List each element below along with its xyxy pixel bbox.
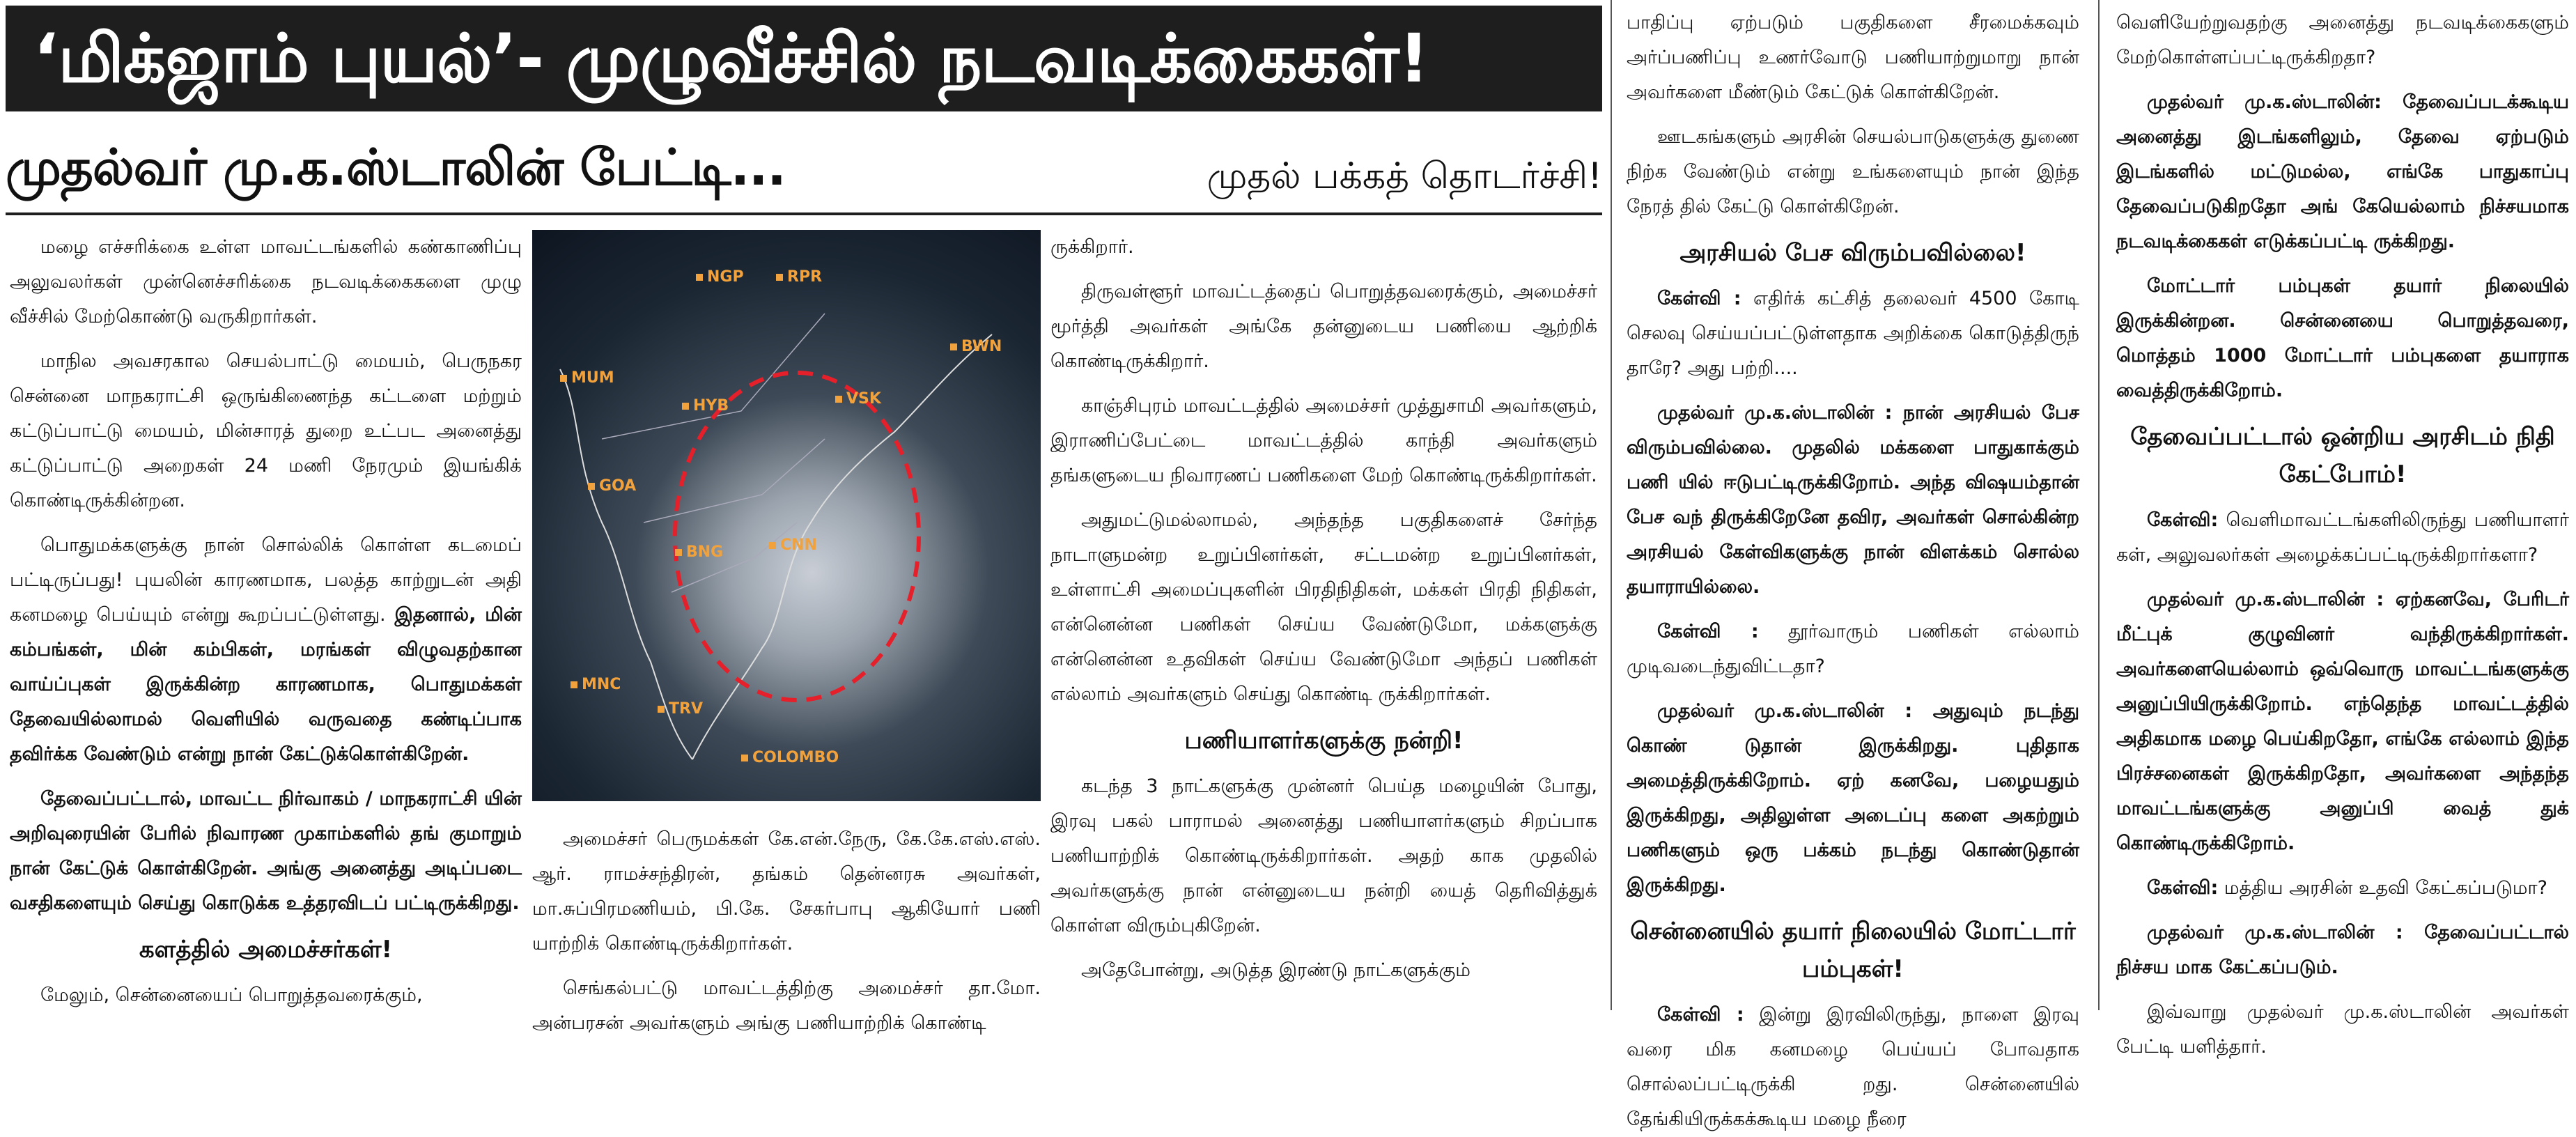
article-column-2: [532, 822, 1041, 1034]
question-text: மத்திய அரசின் உதவி கேட்கப்படுமா?: [2218, 877, 2547, 899]
section-heading: தேவைப்பட்டால் ஒன்றிய அரசிடம் நிதி கேட்போம்!: [2130, 423, 2555, 488]
city-label: VSK: [835, 390, 881, 408]
city-label: MNC: [571, 676, 621, 693]
question: [2116, 871, 2569, 906]
question-text: எதிர்க் கட்சித் தலைவர் 4500 கோடி செலவு செய்யப்பட்டுள்ளதாக அறிக்கை கொடுத்திருந் தாரே? அது பற்றி....: [1627, 288, 2079, 379]
map-overlay: [532, 230, 1041, 801]
subheadline: முதல்வர் மு.க.ஸ்டாலின் பேட்டி...: [6, 138, 786, 196]
question: [1627, 998, 2079, 1137]
city-label: RPR: [776, 268, 822, 286]
paragraph: ருக்கிறார்.: [1050, 236, 1134, 258]
answer: மோட்டார் பம்புகள் தயார் நிலையில் இருக்கின்றன. சென்னையை பொறுத்தவரை, மொத்தம் 1000 மோட்டார் பம்புகளை தயாராக வைத்திருக்கிறோம்.: [2116, 275, 2569, 401]
article-column-5: [2116, 6, 2569, 1058]
article-column-4: [1627, 6, 2080, 1130]
headline-banner: ‘மிக்ஜாம் புயல்’- முழுவீச்சில் நடவடிக்கைகள்!: [6, 6, 1602, 111]
question-label: கேள்வி :: [1657, 1004, 1744, 1026]
question-text: இன்று இரவிலிருந்து, நாளை இரவு வரை மிக கனமழை பெய்யப் போவதாக சொல்லப்பட்டிருக்கி றது. சென்னையில் தேங்கியிருக்கக்கூடிய மழை நீரை: [1627, 1004, 2079, 1130]
question-text: வெளிமாவட்டங்களிலிருந்து பணியாளர் கள், அலுவலர்கள் அழைக்கப்பட்டிருக்கிறார்களா?: [2116, 509, 2569, 566]
city-label: MUM: [560, 369, 614, 387]
paragraph: பாதிப்பு ஏற்படும் பகுதிகளை சீரமைக்கவும் அர்ப்பணிப்பு உணர்வோடு பணியாற்றுமாறு நான் அவர்களை மீண்டும் கேட்டுக் கொள்கிறேன்.: [1627, 12, 2079, 103]
paragraph: ஊடகங்களும் அரசின் செயல்பாடுகளுக்கு துணை நிற்க வேண்டும் என்று உங்களையும் நான் இந்த நேரத் தில் கேட்டு கொள்கிறேன்.: [1627, 126, 2079, 217]
paragraph: செங்கல்பட்டு மாவட்டத்திற்கு அமைச்சர் தா.மோ. அன்பரசன் அவர்களும் அங்கு பணியாற்றிக் கொண்டி: [532, 977, 1041, 1034]
city-label: COLOMBO: [741, 749, 839, 766]
paragraph: வெளியேற்றுவதற்கு அனைத்து நடவடிக்கைகளும் மேற்கொள்ளப்பட்டிருக்கிறதா?: [2116, 12, 2569, 68]
paragraph: மழை எச்சரிக்கை உள்ள மாவட்டங்களில் கண்காணிப்பு அலுவலர்கள் முன்னெச்சரிக்கை நடவடிக்கைகளை முழு வீச்சில் மேற்கொண்டு வருகிறார்கள்.: [10, 236, 522, 327]
answer: முதல்வர் மு.க.ஸ்டாலின் : நான் அரசியல் பேச விரும்பவில்லை. முதலில் மக்களை பாதுகாக்கும் பணி யில் ஈடுபட்டிருக்கிறோம். அந்த விஷயம்தான் பேச வந் திருக்கிறேனே தவிர, அவர்கள் சொல்கின்ற அரசியல் கேள்விகளுக்கு நான் விளக்கம் சொல்ல தயாராயில்லை.: [1627, 402, 2079, 598]
section-heading: அரசியல் பேச விரும்பவில்லை!: [1679, 239, 2026, 267]
city-label: BWN: [950, 338, 1002, 355]
city-label: BNG: [675, 543, 723, 561]
answer: முதல்வர் மு.க.ஸ்டாலின் : தேவைப்பட்டால் நிச்சய மாக கேட்கப்படும்.: [2116, 922, 2569, 978]
paragraph: கடந்த 3 நாட்களுக்கு முன்னர் பெய்த மழையின் போது, இரவு பகல் பாராமல் அனைத்து பணியாளர்களும் சிறப்பாக பணியாற்றிக் கொண்டிருக்கிறார்கள். அதற் காக முதலில் அவர்களுக்கு நான் என்னுடைய நன்றி யைத் தெரிவித்துக் கொள்ள விரும்புகிறேன்.: [1050, 775, 1597, 936]
question: [1627, 614, 2079, 684]
continued-label: முதல் பக்கத் தொடர்ச்சி!: [1206, 155, 1602, 197]
city-label: NGP: [696, 268, 744, 286]
question-label: கேள்வி :: [1657, 288, 1741, 309]
city-label: TRV: [658, 700, 703, 718]
question: [1627, 281, 2079, 386]
paragraph: [10, 528, 522, 772]
article-column-3: [1050, 230, 1597, 1010]
text: பொதுமக்களுக்கு நான் சொல்லிக் கொள்ள கடமைப் பட்டிருப்பது! புயலின் காரணமாக, பலத்த காற்றுடன் அதி கனமழை பெய்யும் என்று கூறப்பட்டுள்ளது.: [10, 534, 522, 626]
city-label: GOA: [588, 477, 636, 495]
answer: முதல்வர் மு.க.ஸ்டாலின் : அதுவும் நடந்து கொண் டுதான் இருக்கிறது. புதிதாக அமைத்திருக்கிறோம். ஏற் கனவே, பழையதும் இருக்கிறது, அதிலுள்ள அடைப்பு களை அகற்றும் பணிகளும் ஒரு பக்கம் நடந்து கொண்டுதான் இருக்கிறது.: [1627, 700, 2079, 896]
section-heading: களத்தில் அமைச்சர்கள்!: [139, 936, 393, 964]
question-text: தூர்வாரும் பணிகள் எல்லாம் முடிவடைந்துவிட்டதா?: [1627, 621, 2080, 677]
header-rule: [6, 212, 1602, 215]
bold-text: இதனால், மின் கம்பங்கள், மின் கம்பிகள், மரங்கள் விழுவதற்கான வாய்ப்புகள் இருக்கின்ற காரணமாக, பொதுமக்கள் தேவையில்லாமல் வெளியில் வருவதை கண்டிப்பாக தவிர்க்க வேண்டும் என்று நான் கேட்டுக்கொள்கிறேன்.: [10, 604, 522, 765]
section-heading: சென்னையில் தயார் நிலையில் மோட்டார் பம்புகள்!: [1630, 918, 2076, 983]
paragraph: அதுமட்டுமல்லாமல், அந்தந்த பகுதிகளைச் சேர்ந்த நாடாளுமன்ற உறுப்பினர்கள், சட்டமன்ற உறுப்பினர்கள், உள்ளாட்சி அமைப்புகளின் பிரதிநிதிகள், மக்கள் பிரதி நிதிகள், என்னென்ன பணிகள் செய்ய வேண்டுமோ, மக்களுக்கு என்னென்ன உதவிகள் செய்ய வேண்டுமோ அந்தப் பணிகள் எல்லாம் அவர்களும் செய்து கொண்டி ருக்கிறார்கள்.: [1050, 509, 1597, 705]
paragraph: காஞ்சிபுரம் மாவட்டத்தில் அமைச்சர் முத்துசாமி அவர்களும், இராணிப்பேட்டை மாவட்டத்தில் காந்தி அவர்களும் தங்களுடைய நிவாரணப் பணிகளை மேற் கொண்டிருக்கிறார்கள்.: [1050, 395, 1597, 486]
paragraph: அதேபோன்று, அடுத்த இரண்டு நாட்களுக்கும்: [1081, 959, 1471, 981]
paragraph: திருவள்ளூர் மாவட்டத்தைப் பொறுத்தவரைக்கும், அமைச்சர் மூர்த்தி அவர்கள் அங்கே தன்னுடைய பணியை ஆற்றிக் கொண்டிருக்கிறார்.: [1050, 281, 1597, 372]
question-label: கேள்வி:: [2147, 877, 2219, 899]
paragraph: தேவைப்பட்டால், மாவட்ட நிர்வாகம் / மாநகராட்சி யின் அறிவுரையின் பேரில் நிவாரண முகாம்களில் தங் குமாறும் நான் கேட்டுக் கொள்கிறேன். அங்கு அனைத்து அடிப்படை வசதிகளையும் செய்து கொடுக்க உத்தரவிடப் பட்டிருக்கிறது.: [10, 788, 522, 914]
question-label: கேள்வி :: [1657, 621, 1759, 642]
article-column-1: [10, 230, 522, 1010]
question-label: கேள்வி:: [2147, 509, 2219, 531]
answer: முதல்வர் மு.க.ஸ்டாலின் : ஏற்கனவே, பேரிடர் மீட்புக் குழுவினர் வந்திருக்கிறார்கள். அவர்களையெல்லாம் ஒவ்வொரு மாவட்டங்களுக்கு அனுப்பியிருக்கிறோம். எந்தெந்த மாவட்டத்தில் அதிகமாக மழை பெய்கிறதோ, எங்கே எல்லாம் இந்த பிரச்சனைகள் இருக்கிறதோ, அவர்களை அந்தந்த மாவட்டங்களுக்கு அனுப்பி வைத் துக் கொண்டிருக்கிறோம்.: [2116, 589, 2569, 854]
paragraph: அமைச்சர் பெருமக்கள் கே.என்.நேரு, கே.கே.எஸ்.எஸ். ஆர். ராமச்சந்திரன், தங்கம் தென்னரசு அவர்கள், மா.சுப்பிரமணியம், பி.கே. சேகர்பாபு ஆகியோர் பணி யாற்றிக் கொண்டிருக்கிறார்கள்.: [532, 828, 1041, 954]
paragraph: இவ்வாறு முதல்வர் மு.க.ஸ்டாலின் அவர்கள் பேட்டி யளித்தார்.: [2116, 1001, 2569, 1058]
cyclone-satellite-map: [532, 230, 1041, 801]
section-heading: பணியாளர்களுக்கு நன்றி!: [1184, 727, 1464, 755]
paragraph: மாநில அவசரகால செயல்பாட்டு மையம், பெருநகர சென்னை மாநகராட்சி ஒருங்கிணைந்த கட்டளை மற்றும் கட்டுப்பாட்டு மையம், மின்சாரத் துறை உட்பட அனைத்து கட்டுப்பாட்டு அறைகள் 24 மணி நேரமும் இயங்கிக் கொண்டிருக்கின்றன.: [10, 350, 522, 511]
column-divider: [2098, 0, 2100, 1010]
paragraph: மேலும், சென்னையைப் பொறுத்தவரைக்கும்,: [40, 984, 423, 1006]
question: [2116, 503, 2569, 573]
city-label: CNN: [769, 536, 817, 554]
column-divider: [1611, 0, 1612, 1010]
answer: முதல்வர் மு.க.ஸ்டாலின்: தேவைப்படக்கூடிய அனைத்து இடங்களிலும், தேவை ஏற்படும் இடங்களில் மட்டுமல்ல, எங்கே பாதுகாப்பு தேவைப்படுகிறதோ அங் கேயெல்லாம் நிச்சயமாக நடவடிக்கைகள் எடுக்கப்பட்டி ருக்கிறது.: [2116, 91, 2569, 252]
city-label: HYB: [682, 397, 729, 415]
